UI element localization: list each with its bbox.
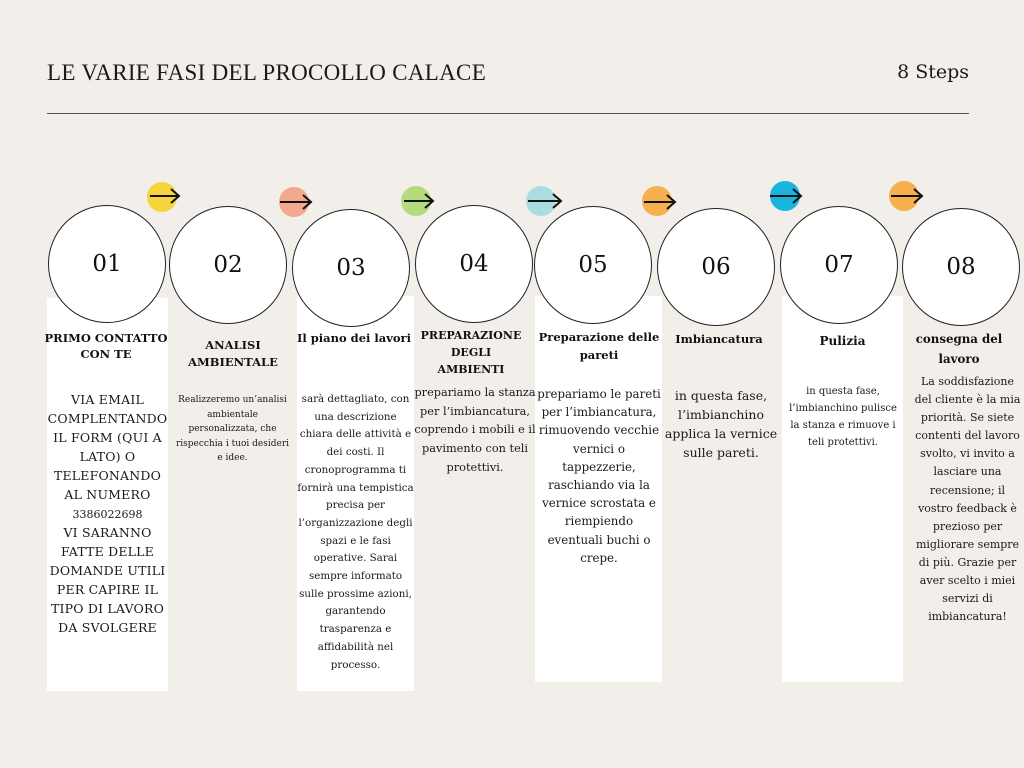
step-body-07: in questa fase, l’imbianchino pulisce la stanza e rimuove i teli protettivi. <box>789 386 897 448</box>
step-body-04: prepariamo la stanza per l’imbiancatura, coprendo i mobili e il pavimento con teli protettivi. <box>414 386 536 474</box>
step-body2-01: VI SARANNO FATTE DELLE DOMANDE UTILI PER CAPIRE IL TIPO DI LAVORO DA SVOLGERE <box>49 525 166 635</box>
step-card-07 <box>782 296 903 682</box>
steps-count: 8 Steps <box>897 61 969 83</box>
step-number-08: 08 <box>902 208 1020 326</box>
step-number-04: 04 <box>415 205 533 323</box>
arrow-right-icon <box>890 186 924 206</box>
step-body-03: sarà dettagliato, con una descrizione chiara delle attività e dei costi. Il cronoprogramma ti fornirà una tempistica precisa per l’organizzazione degli spazi e le fasi operative. Sarai sempre informato sulle prossime azioni, garantendo trasparenza e affidabilità nel processo. <box>297 393 414 671</box>
arrow-right-icon <box>279 192 313 212</box>
step-number-06: 06 <box>657 208 775 326</box>
arrow-right-icon <box>769 186 803 206</box>
step-heading-08: consegna del lavoro <box>915 332 1003 366</box>
step-body-06: in questa fase, l’imbianchino applica la vernice sulle pareti. <box>664 388 778 460</box>
header-divider <box>47 113 969 114</box>
arrow-right-icon <box>527 191 563 211</box>
step-number-02: 02 <box>169 206 287 324</box>
arrow-right-icon <box>643 192 677 212</box>
step-heading-03: Il piano dei lavori <box>297 331 411 345</box>
step-number-07: 07 <box>780 206 898 324</box>
step-heading-05: Preparazione delle pareti <box>538 330 660 362</box>
step-body-05: prepariamo le pareti per l’imbiancatura, rimuovendo vecchie vernici o tappezzerie, raschiando via la vernice scrostata e riempiendo eventuali buchi o crepe. <box>537 387 661 565</box>
step-phone-01: 3386022698 <box>72 508 143 521</box>
step-heading-01: PRIMO CONTATTO CON TE <box>44 331 168 362</box>
step-number-01: 01 <box>48 205 166 323</box>
arrow-right-icon <box>403 191 435 211</box>
step-body-01: VIA EMAIL COMPLENTANDO IL FORM (QUI A LATO) O TELEFONANDO AL NUMERO <box>47 392 168 502</box>
step-heading-07: Pulizia <box>819 334 866 348</box>
step-heading-02: ANALISI AMBIENTALE <box>188 338 278 369</box>
step-body-08: La soddisfazione del cliente è la mia priorità. Se siete contenti del lavoro svolto, vi invito a lasciare una recensione; il vostro feedback è prezioso per migliorare sempre di più. Grazie per aver scelto i miei servizi di imbiancatura! <box>914 375 1021 624</box>
step-heading-04: PREPARAZIONE DEGLI AMBIENTI <box>420 329 522 376</box>
step-heading-06: Imbiancatura <box>675 332 763 346</box>
page-title: LE VARIE FASI DEL PROCOLLO CALACE <box>47 60 487 85</box>
step-number-03: 03 <box>292 209 410 327</box>
step-number-05: 05 <box>534 206 652 324</box>
arrow-right-icon <box>149 186 181 206</box>
step-body-02: Realizzeremo un’analisi ambientale personalizzata, che rispecchia i tuoi desideri e idee. <box>175 395 290 463</box>
